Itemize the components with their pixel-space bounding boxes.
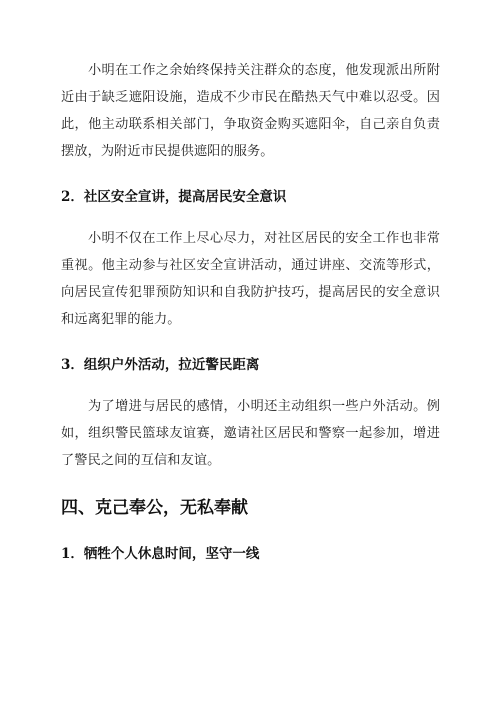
paragraph-safety-talks: 小明不仅在工作上尽心尽力，对社区居民的安全工作也非常重视。他主动参与社区安全宣讲活动，通过讲座、交流等形式，向居民宣传犯罪预防知识和自我防护技巧，提高居民的安全意识和远离犯罪的能力。 [61,231,440,327]
subheading-safety-talks: 2．社区安全宣讲，提高居民安全意识 [61,189,287,205]
paragraph-sunshade-service: 小明在工作之余始终保持关注群众的态度，他发现派出所附近由于缺乏遮阳设施，造成不少市民在酷热天气中难以忍受。因此，他主动联系相关部门，争取资金购买遮阳伞，自己亲自负责摆放，为附近市民提供遮阳的服务。 [61,63,440,159]
section-heading-dedication: 四、克己奉公，无私奉献 [61,498,248,518]
subheading-outdoor-activities: 3．组织户外活动，拉近警民距离 [61,357,260,373]
subheading-sacrifice-rest: 1．牺牲个人休息时间，坚守一线 [61,546,260,562]
paragraph-outdoor-activities: 为了增进与居民的感情，小明还主动组织一些户外活动。例如，组织警民篮球友谊赛，邀请社区居民和警察一起参加，增进了警民之间的互信和友谊。 [61,399,440,468]
